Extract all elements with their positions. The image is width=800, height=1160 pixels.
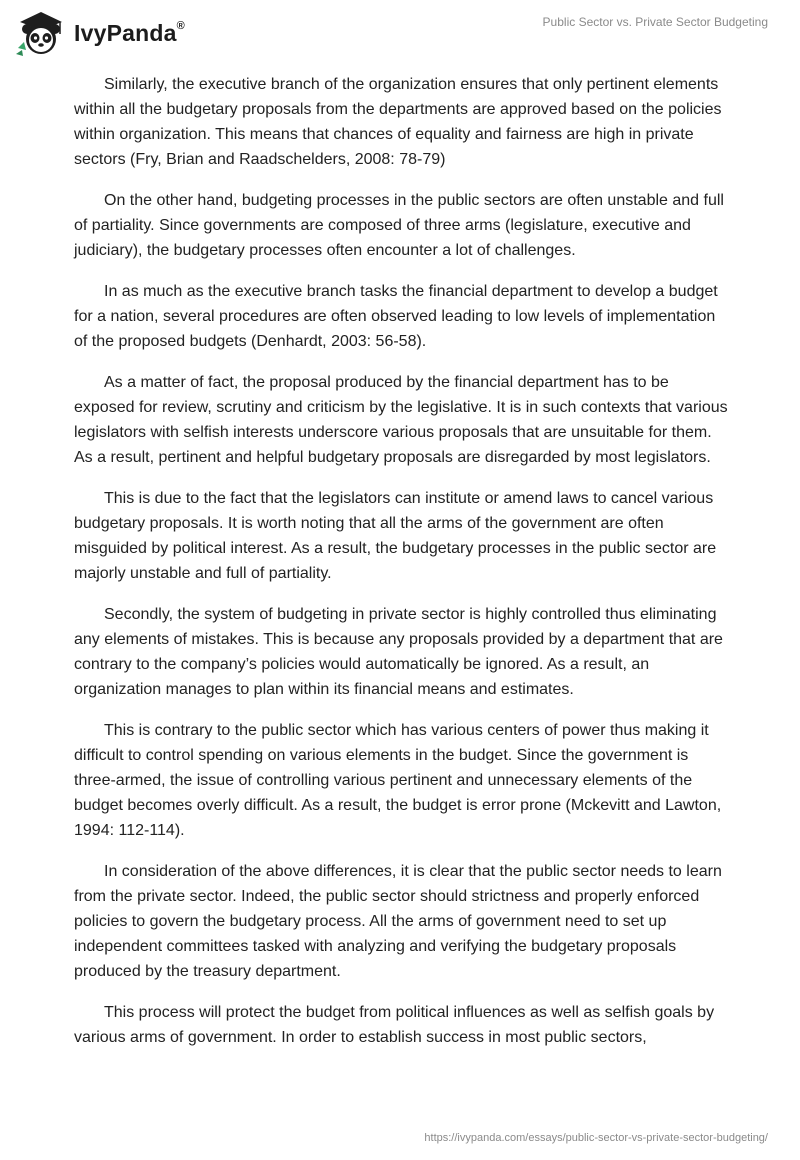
- paragraph: In as much as the executive branch tasks the financial department to develop a budget for a nation, several procedures are often observed leading to low levels of implementation of the proposed budgets (Denhardt, 2003: 56-58).: [74, 283, 718, 350]
- panda-graduation-cap-icon: [14, 8, 70, 58]
- paragraph: Secondly, the system of budgeting in private sector is highly controlled thus eliminating any elements of mistakes. This is because any proposals provided by a department that are contrary to the company’s policies would automatically be ignored. As a result, an organization manages to plan within its financial means and estimates.: [74, 606, 723, 698]
- paragraph: This is due to the fact that the legislators can institute or amend laws to cancel various budgetary proposals. It is worth noting that all the arms of the government are often misguided by political interest. As a result, the budgetary processes in the public sector are majorly unstable and full of partiality.: [74, 490, 717, 582]
- document-title: Public Sector vs. Private Sector Budgeting: [542, 15, 768, 29]
- paragraph: This is contrary to the public sector which has various centers of power thus making it difficult to control spending on various elements in the budget. Since the government is three-armed, the issue of controlling various pertinent and unnecessary elements of the budget becomes overly difficult. As a result, the budget is error prone (Mckevitt and Lawton, 1994: 112-114).: [74, 722, 722, 839]
- registered-mark: ®: [176, 19, 185, 32]
- paragraph: As a matter of fact, the proposal produced by the financial department has to be exposed for review, scrutiny and criticism by the legislative. It is in such contexts that various legislators with selfish interests underscore various proposals that are unsuitable for them. As a result, pertinent and helpful budgetary proposals are disregarded by most legislators.: [74, 374, 728, 466]
- source-url-link[interactable]: https://ivypanda.com/essays/public-sector-vs-private-sector-budgeting/: [424, 1132, 768, 1144]
- essay-body: [74, 72, 728, 1066]
- brand-logo[interactable]: [14, 8, 185, 58]
- paragraph: This process will protect the budget from political influences as well as selfish goals by various arms of government. In order to establish success in most public sectors,: [74, 1004, 715, 1046]
- paragraph: In consideration of the above differences, it is clear that the public sector needs to learn from the private sector. Indeed, the public sector should strictness and properly enforced policies to govern the budgetary process. All the arms of government need to set up independent committees tasked with analyzing and verifying the budgetary proposals produced by the treasury department.: [74, 863, 722, 980]
- paragraph: Similarly, the executive branch of the organization ensures that only pertinent elements within all the budgetary proposals from the departments are approved based on the policies within organization. This means that chances of equality and fairness are high in private sectors (Fry, Brian and Raadschelders, 2008: 78-79): [74, 76, 722, 168]
- brand-name: IvyPanda®: [74, 19, 185, 46]
- paragraph: On the other hand, budgeting processes in the public sectors are often unstable and full of partiality. Since governments are composed of three arms (legislature, executive and judiciary), the budgetary processes often encounter a lot of challenges.: [74, 192, 724, 259]
- page-header: [0, 0, 800, 70]
